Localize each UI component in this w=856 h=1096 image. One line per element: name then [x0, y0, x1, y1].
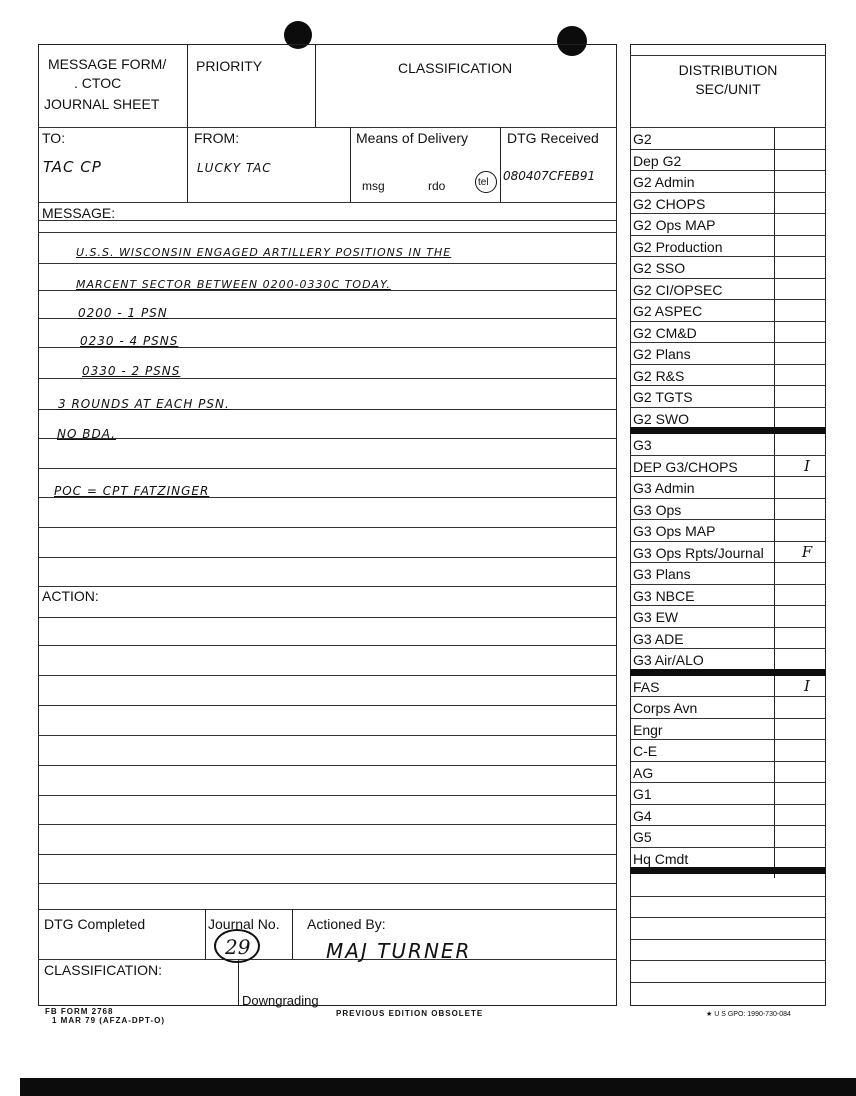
form-rule-line	[38, 705, 617, 706]
distribution-blank-row[interactable]	[630, 917, 826, 918]
dtg-completed-label: DTG Completed	[44, 916, 146, 932]
means-option-tel-circled[interactable]	[475, 171, 497, 193]
means-option-msg[interactable]: msg	[362, 179, 385, 193]
means-option-tel: tel	[478, 177, 489, 188]
distribution-row-label: Dep G2	[633, 152, 682, 169]
dtg-received-value[interactable]: 080407CFEB91	[503, 169, 596, 183]
distribution-row-label: G1	[633, 786, 652, 802]
distribution-row-label: G2 TGTS	[633, 389, 693, 405]
distribution-row-label: G2 R&S	[633, 367, 685, 384]
distribution-row-label: G2 Admin	[633, 174, 695, 190]
distribution-row[interactable]	[630, 628, 826, 650]
journal-no-circle	[214, 929, 260, 963]
distribution-row-label: G3 Ops Rpts/Journal	[633, 544, 764, 561]
scan-edge-bar	[20, 1078, 856, 1096]
form-rule-line	[38, 220, 617, 221]
distribution-row-label: G2 ASPEC	[633, 303, 703, 319]
form-rule-line	[38, 263, 617, 264]
distribution-row-mark[interactable]: I	[804, 676, 810, 695]
edition-note: PREVIOUS EDITION OBSOLETE	[336, 1009, 484, 1018]
message-label: MESSAGE:	[42, 205, 116, 221]
distribution-subtitle: SEC/UNIT	[695, 81, 761, 97]
from-value[interactable]: LUCKY TAC	[197, 161, 272, 175]
distribution-row[interactable]	[630, 499, 826, 521]
distribution-blank-row[interactable]	[630, 982, 826, 983]
distribution-row[interactable]	[630, 150, 826, 172]
form-rule-line	[38, 854, 617, 855]
to-label: TO:	[42, 130, 66, 146]
form-rule-line	[38, 765, 617, 766]
message-line-5: 0330 - 2 PSNS	[82, 364, 181, 378]
form-rule-line	[38, 824, 617, 825]
distribution-row-label: G4	[633, 807, 652, 824]
section-divider-bar	[630, 427, 826, 434]
distribution-row[interactable]	[630, 408, 826, 430]
form-rule-line	[38, 438, 617, 439]
classification-header-label: CLASSIFICATION	[398, 60, 513, 76]
distribution-row-label: FAS	[633, 678, 660, 695]
form-rule-line	[38, 617, 617, 618]
downgrading-label: Downgrading	[242, 993, 319, 1008]
distribution-row-label: G2 SSO	[633, 260, 686, 276]
main-form	[38, 44, 617, 1006]
distribution-row-label: G5	[633, 829, 652, 845]
distribution-row-mark[interactable]: I	[804, 456, 810, 475]
form-rule-line	[38, 586, 617, 587]
distribution-row[interactable]	[630, 805, 826, 827]
distribution-row[interactable]	[630, 343, 826, 365]
actioned-by-value[interactable]: MAJ TURNER	[326, 939, 472, 963]
distribution-row[interactable]	[630, 128, 826, 150]
distribution-row[interactable]	[630, 542, 826, 564]
distribution-row-label: G2	[633, 131, 652, 147]
form-rule-line	[38, 527, 617, 528]
distribution-row-label: Engr	[633, 721, 663, 738]
distribution-blank-row[interactable]	[630, 939, 826, 940]
form-rule-line	[38, 557, 617, 558]
distribution-row-label: G2 Plans	[633, 346, 691, 362]
form-title-line-1: MESSAGE FORM/	[48, 56, 167, 72]
bottom-classification-label: CLASSIFICATION:	[44, 962, 162, 978]
distribution-row-label: G3 Air/ALO	[633, 652, 704, 668]
form-number: FB FORM 2768	[45, 1007, 114, 1016]
means-of-delivery-label: Means of Delivery	[356, 130, 469, 146]
distribution-row[interactable]	[630, 520, 826, 542]
journal-no-value[interactable]: 29	[225, 935, 251, 959]
distribution-row-label: G3 ADE	[633, 630, 684, 647]
distribution-row-label: G3 Ops MAP	[633, 523, 716, 539]
distribution-row-label: Corps Avn	[633, 700, 698, 716]
distribution-row-label: G3 Plans	[633, 566, 691, 582]
distribution-row-label: G3 Admin	[633, 480, 695, 496]
distribution-row[interactable]	[630, 783, 826, 805]
distribution-row-label: DEP G3/CHOPS	[633, 458, 738, 475]
to-value[interactable]: TAC CP	[43, 158, 102, 176]
distribution-row-label: G2 CM&D	[633, 324, 697, 341]
distribution-row[interactable]	[630, 386, 826, 408]
form-rule-line	[38, 675, 617, 676]
distribution-row-label: G2 CI/OPSEC	[633, 281, 723, 298]
distribution-row-label: G3	[633, 437, 652, 453]
message-line-7: NO BDA.	[57, 427, 116, 441]
means-option-rdo[interactable]: rdo	[428, 179, 446, 193]
message-line-6: 3 ROUNDS AT EACH PSN.	[58, 397, 230, 411]
distribution-row-label: G2 Ops MAP	[633, 217, 716, 233]
distribution-row[interactable]	[630, 322, 826, 344]
distribution-row-label: Hq Cmdt	[633, 850, 689, 867]
form-rule-line	[38, 883, 617, 884]
distribution-row[interactable]	[630, 848, 826, 870]
message-line-2: MARCENT SECTOR BETWEEN 0200-0330C TODAY.	[76, 278, 391, 291]
distribution-row[interactable]	[630, 279, 826, 301]
distribution-row[interactable]	[630, 477, 826, 499]
gpo-note: ★ U S GPO: 1990-730-084	[706, 1011, 791, 1018]
distribution-row-label: G3 Ops	[633, 501, 682, 518]
message-line-3: 0200 - 1 PSN	[78, 306, 168, 320]
distribution-row[interactable]	[630, 649, 826, 671]
distribution-row[interactable]	[630, 434, 826, 456]
distribution-row[interactable]	[630, 676, 826, 698]
distribution-row[interactable]	[630, 826, 826, 848]
form-rule-line	[38, 468, 617, 469]
priority-label: PRIORITY	[196, 58, 263, 74]
form-rule-line	[38, 645, 617, 646]
form-title-line-2: . CTOC	[74, 75, 122, 91]
message-line-9: POC = CPT FATZINGER	[54, 484, 210, 498]
distribution-row[interactable]	[630, 563, 826, 585]
distribution-row-label: G2 Production	[633, 238, 723, 255]
distribution-row[interactable]	[630, 365, 826, 387]
actioned-by-label: Actioned By:	[307, 916, 386, 932]
dtg-received-label: DTG Received	[507, 130, 599, 146]
distribution-row-label: C-E	[633, 743, 658, 759]
distribution-blank-row[interactable]	[630, 896, 826, 897]
distribution-row[interactable]	[630, 719, 826, 741]
distribution-row[interactable]	[630, 606, 826, 628]
section-divider-bar	[630, 669, 826, 676]
distribution-row[interactable]	[630, 214, 826, 236]
form-rule-line	[38, 735, 617, 736]
form-rule-line	[38, 378, 617, 379]
distribution-row-mark[interactable]: F	[801, 542, 813, 561]
distribution-row-label: AG	[633, 764, 654, 781]
distribution-row[interactable]	[630, 300, 826, 322]
form-rule-line	[38, 232, 617, 233]
distribution-row[interactable]	[630, 456, 826, 478]
distribution-row-label: G2 CHOPS	[633, 195, 706, 212]
form-rule-line	[38, 795, 617, 796]
distribution-row[interactable]	[630, 193, 826, 215]
form-title-line-3: JOURNAL SHEET	[44, 96, 160, 112]
distribution-row-label: G2 SWO	[633, 410, 690, 427]
message-line-1: U.S.S. WISCONSIN ENGAGED ARTILLERY POSITIONS IN THE	[76, 246, 452, 259]
distribution-row[interactable]	[630, 585, 826, 607]
form-date: 1 MAR 79 (AFZA-DPT-O)	[52, 1016, 165, 1025]
distribution-row-label: G3 NBCE	[633, 587, 695, 604]
message-line-4: 0230 - 4 PSNS	[80, 334, 179, 348]
action-label: ACTION:	[42, 588, 99, 604]
distribution-title: DISTRIBUTION	[678, 62, 778, 78]
distribution-row[interactable]	[630, 762, 826, 784]
distribution-row-label: G3 EW	[633, 609, 679, 625]
section-divider-bar	[630, 867, 826, 874]
journal-no-label: Journal No.	[208, 916, 280, 932]
distribution-row[interactable]	[630, 740, 826, 762]
from-label: FROM:	[194, 130, 240, 146]
distribution-blank-row[interactable]	[630, 960, 826, 961]
distribution-row[interactable]	[630, 236, 826, 258]
distribution-row[interactable]	[630, 257, 826, 279]
distribution-row[interactable]	[630, 697, 826, 719]
distribution-row[interactable]	[630, 171, 826, 193]
